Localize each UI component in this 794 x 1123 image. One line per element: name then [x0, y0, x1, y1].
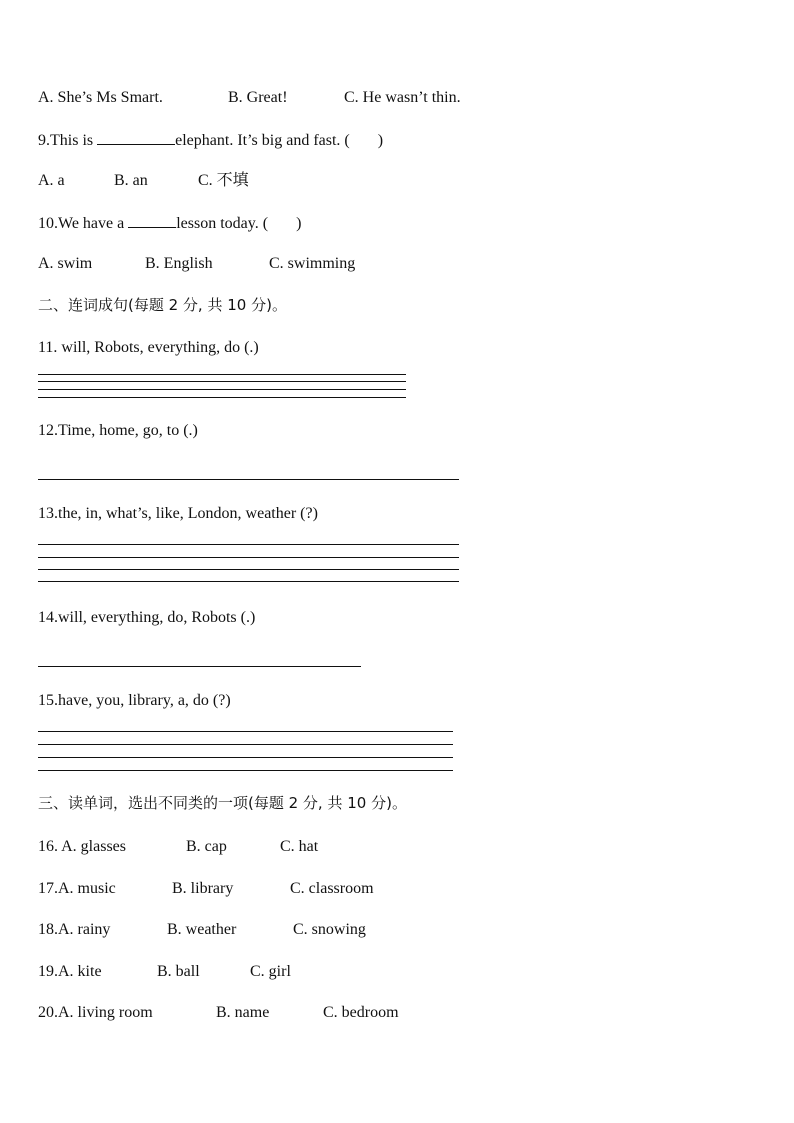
q8-option-b: B. Great! [228, 89, 288, 106]
q9-option-c: C. 不填 [198, 172, 249, 189]
section2-heading: 二、连词成句(每题 2 分, 共 10 分)。 [38, 296, 287, 314]
q13-answer-line[interactable] [38, 581, 459, 582]
q15-answer-line[interactable] [38, 731, 453, 732]
q13-answer-line[interactable] [38, 557, 459, 558]
q10-option-c: C. swimming [269, 255, 356, 272]
q15-words: 15.have, you, library, a, do (?) [38, 692, 231, 709]
q10-blank[interactable] [128, 213, 176, 228]
q10-option-a: A. swim [38, 255, 93, 272]
section3-heading: 三、读单词，选出不同类的一项(每题 2 分, 共 10 分)。 [38, 794, 407, 812]
q9-question: 9.This is elephant. It’s big and fast. ( ) [38, 132, 384, 149]
q13-answer-line[interactable] [38, 544, 459, 545]
q11-words: 11. will, Robots, everything, do (.) [38, 339, 259, 356]
q14-words: 14.will, everything, do, Robots (.) [38, 609, 256, 626]
q8-option-a: A. She’s Ms Smart. [38, 89, 163, 106]
q8-option-c: C. He wasn’t thin. [344, 89, 461, 106]
q9-option-a: A. a [38, 172, 65, 189]
q9-option-b: B. an [114, 172, 148, 189]
q13-words: 13.the, in, what’s, like, London, weather (?) [38, 505, 318, 522]
q9-blank[interactable] [97, 130, 175, 145]
q15-answer-line[interactable] [38, 744, 453, 745]
q15-answer-line[interactable] [38, 757, 453, 758]
q10-option-b: B. English [145, 255, 213, 272]
q12-answer-line[interactable] [38, 479, 459, 480]
q11-answer-line[interactable] [38, 374, 406, 375]
q11-answer-line[interactable] [38, 381, 406, 382]
q11-answer-line[interactable] [38, 397, 406, 398]
q12-words: 12.Time, home, go, to (.) [38, 422, 198, 439]
q14-answer-line[interactable] [38, 666, 361, 667]
q15-answer-line[interactable] [38, 770, 453, 771]
q11-answer-line[interactable] [38, 389, 406, 390]
q10-question: 10.We have a lesson today. ( ) [38, 215, 302, 232]
q13-answer-line[interactable] [38, 569, 459, 570]
